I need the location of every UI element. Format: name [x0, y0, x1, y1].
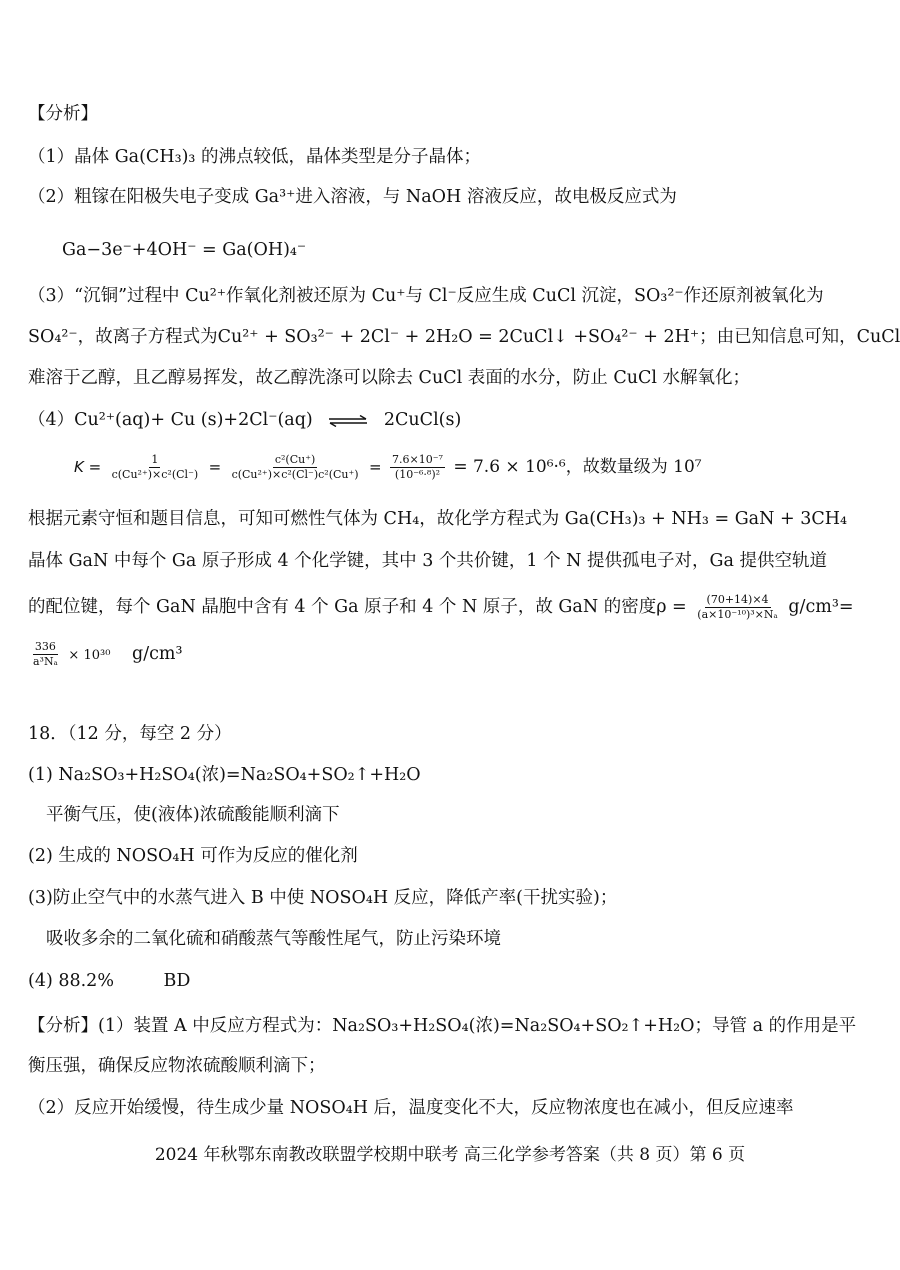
- equilibrium-equation: [28, 406, 840, 434]
- question-18-title: 18．（12 分，每空 2 分）: [28, 724, 232, 744]
- q18-analysis-line-3: （2）反应开始缓慢，待生成少量 NOSO₄H 后，温度变化不大，反应物浓度也在减小，但反应速率: [28, 1098, 794, 1118]
- k-fraction-3-numerator: 7.6×10⁻⁷: [392, 453, 443, 466]
- q18-answer-3-second: 吸收多余的二氧化硫和硝酸蒸气等酸性尾气，防止污染环境: [46, 929, 501, 949]
- equilibrium-arrow-icon: [328, 415, 368, 427]
- methane-equation-line: 根据元素守恒和题目信息，可知可燃性气体为 CH₄，故化学方程式为 Ga(CH₃)₃ + NH₃ = GaN + 3CH₄: [28, 509, 848, 529]
- k-label: K =: [74, 458, 102, 476]
- q18-answer-4-choice: BD: [163, 971, 191, 991]
- equilibrium-products: 2CuCl(s): [383, 410, 462, 430]
- equilibrium-constant: K = $\frac{1}{\text{c(Cu²⁺)×c²(Cl⁻)}}$ = $\frac{\text{c²(Cu⁺)}}{\text{c(Cu²⁺)×c²(Cl⁻)c²(Cu⁺)}}$ = $\frac{\text{7.6×10⁻⁷}}{\text{(10⁻⁶·⁸)²}}$ = 7.6 × 10⁶·⁶，故数量级为 10⁷: [74, 453, 702, 481]
- gan-density-line: [28, 593, 854, 622]
- analysis-part-3-line-3: 难溶于乙醇，且乙醇易挥发，故乙醇洗涤可以除去 CuCl 表面的水分，防止 CuCl 水解氧化；: [28, 368, 751, 388]
- gan-density-result-numerator: 336: [34, 640, 56, 653]
- q18-answer-1: (1) Na₂SO₃+H₂SO₄(浓)=Na₂SO₄+SO₂↑+H₂O: [28, 765, 421, 785]
- page-footer: 2024 年秋鄂东南教改联盟学校期中联考 高三化学参考答案（共 8 页）第 6 页: [154, 1145, 746, 1165]
- q18-answer-4: [28, 967, 840, 995]
- gan-bonding-line: 晶体 GaN 中每个 Ga 原子形成 4 个化学键，其中 3 个共价键，1 个 N 提供孤电子对，Ga 提供空轨道: [28, 551, 828, 571]
- analysis-part-3-line-2: SO₄²⁻，故离子方程式为Cu²⁺ + SO₃²⁻ + 2Cl⁻ + 2H₂O = 2CuCl↓ +SO₄²⁻ + 2H⁺；由已知信息可知，CuCl: [28, 327, 900, 347]
- q18-analysis-line-1: 【分析】(1）装置 A 中反应方程式为：Na₂SO₃+H₂SO₄(浓)=Na₂SO₄+SO₂↑+H₂O；导管 a 的作用是平: [28, 1016, 857, 1036]
- gan-density-result-fraction: [31, 640, 60, 669]
- analysis-part-3-line-1: （3）“沉铜”过程中 Cu²⁺作氧化剂被还原为 Cu⁺与 Cl⁻反应生成 CuCl 沉淀，SO₃²⁻作还原剂被氧化为: [28, 286, 824, 306]
- gan-density-result: [28, 640, 840, 670]
- k-fraction-2-numerator: c²(Cu⁺): [274, 453, 316, 466]
- equilibrium-reactants: （4）Cu²⁺(aq)+ Cu (s)+2Cl⁻(aq): [28, 410, 313, 430]
- k-result: = 7.6 × 10⁶·⁶，故数量级为 10⁷: [453, 457, 702, 477]
- gan-density-denominator: (a×10⁻¹⁰)³×Nₐ: [697, 608, 778, 621]
- analysis-heading: 【分析】: [28, 104, 98, 124]
- gan-density-unit: g/cm³=: [788, 597, 854, 617]
- q18-analysis-line-2: 衡压强，确保反应物浓硫酸顺利滴下；: [28, 1056, 326, 1076]
- k-fraction-1: [110, 453, 201, 482]
- k-fraction-2-denominator: c(Cu²⁺)×c²(Cl⁻)c²(Cu⁺): [231, 468, 359, 481]
- k-fraction-3: [390, 453, 445, 482]
- k-fraction-2: [230, 453, 361, 482]
- k-fraction-1-numerator: 1: [151, 453, 159, 466]
- gan-density-result-unit: g/cm³: [132, 644, 183, 664]
- q18-answer-1-second: 平衡气压，使(液体)浓硫酸能顺利滴下: [46, 805, 340, 825]
- gan-density-result-power: × 10³⁰: [68, 648, 111, 663]
- analysis-part-2: （2）粗镓在阳极失电子变成 Ga³⁺进入溶液，与 NaOH 溶液反应，故电极反应式为: [28, 187, 677, 207]
- electrode-equation: Ga−3e⁻+4OH⁻ = Ga(OH)₄⁻: [62, 240, 307, 260]
- q18-answer-4-percent: (4) 88.2%: [28, 971, 114, 991]
- k-fraction-3-denominator: (10⁻⁶·⁸)²: [394, 468, 441, 481]
- gan-density-fraction: [695, 593, 779, 622]
- q18-answer-3: (3)防止空气中的水蒸气进入 B 中使 NOSO₄H 反应，降低产率(干扰实验)；: [28, 888, 618, 908]
- k-fraction-1-denominator: c(Cu²⁺)×c²(Cl⁻): [111, 468, 199, 481]
- q18-answer-2: (2) 生成的 NOSO₄H 可作为反应的催化剂: [28, 846, 358, 866]
- gan-density-text: 的配位键，每个 GaN 晶胞中含有 4 个 Ga 原子和 4 个 N 原子，故 GaN 的密度ρ =: [28, 597, 687, 617]
- analysis-part-1: （1）晶体 Ga(CH₃)₃ 的沸点较低，晶体类型是分子晶体；: [28, 147, 482, 167]
- gan-density-result-denominator: a³Nₐ: [33, 655, 58, 668]
- gan-density-numerator: (70+14)×4: [706, 593, 769, 606]
